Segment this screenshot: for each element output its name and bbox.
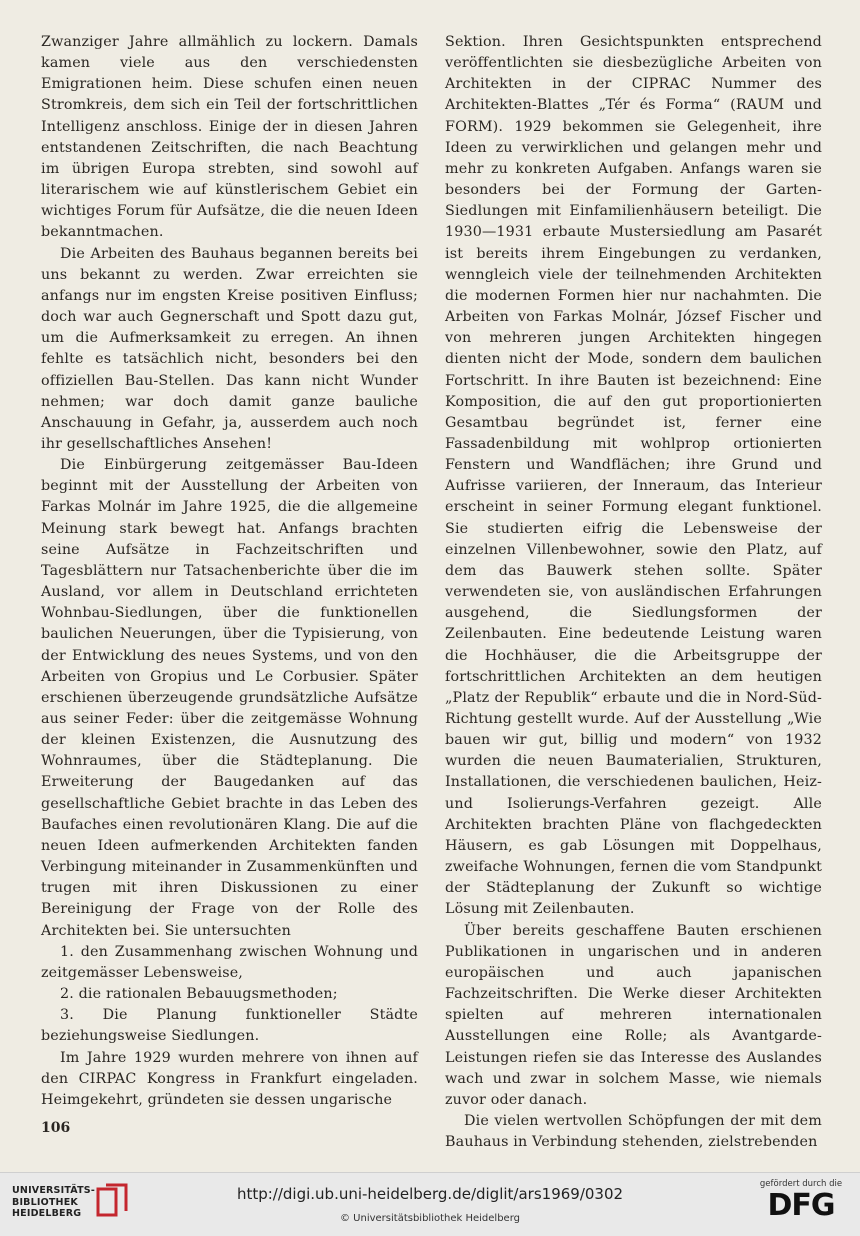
paragraph: Über bereits geschaffene Bauten erschienen Publikationen in ungarischen und in anderen europäischen und auch japanischen Fachzeitschriften. Die Werke dieser Architekten spielten auf mehreren internationalen Ausstellungen eine Rolle; als Avantgarde-Leistungen riefen sie das Interesse des Auslandes wach und zwar in solchem Masse, wie niemals zuvor oder danach. xyxy=(445,922,822,1108)
left-column xyxy=(41,32,418,1111)
library-name: UNIVERSITÄTS- BIBLIOTHEK HEIDELBERG xyxy=(12,1185,95,1219)
paragraph: Die vielen wertvollen Schöpfungen der mit dem Bauhaus in Verbindung stehenden, zielstrebenden xyxy=(445,1112,822,1151)
paragraph: Im Jahre 1929 wurden mehrere von ihnen auf den CIRPAC Kongress in Frankfurt eingeladen. Heimgekehrt, gründeten sie dessen ungarische xyxy=(41,1049,418,1108)
dfg-logo: DFG xyxy=(767,1188,835,1223)
permalink-url[interactable]: http://digi.ub.uni-heidelberg.de/diglit/ars1969/0302 xyxy=(236,1185,624,1203)
right-column xyxy=(445,32,822,1153)
dfg-caption: gefördert durch die xyxy=(759,1179,843,1189)
list-item: 2. die rationalen Bebauugsmethoden; xyxy=(60,986,338,1003)
list-item: 1. den Zusammenhang zwischen Wohnung und zeitgemässer Lebensweise, xyxy=(41,943,418,981)
paragraph: Zwanziger Jahre allmählich zu lockern. Damals kamen viele aus den verschiedensten Emigrationen heim. Diese schufen einen neuen Stromkreis, dem sich ein Teil der fortschrittlichen Intelligenz anschloss. Einige der in diesen Jahren entstandenen Zeitschriften, die nach Beachtung im übrigen Europa strebten, sind sowohl auf literarischem wie auf künstlerischem Gebiet ein wichtiges Forum für Aufsätze, die die neuen Ideen bekanntmachen. xyxy=(41,34,418,241)
footer-bar xyxy=(0,1172,860,1236)
paragraph: Die Einbürgerung zeitgemässer Bau-Ideen beginnt mit der Ausstellung der Arbeiten von Farkas Molnár im Jahre 1925, die die allgemeine Meinung stark bewegt hat. Anfangs brachten seine Aufsätze in Fachzeitschriften und Tagesblättern nur Tatsachenberichte über die im Ausland, vor allem in Deutschland errichteten Wohnbau-Siedlungen, über die funktionellen baulichen Neuerungen, über die Typisierung, von der Entwicklung des neues Systems, und von den Arbeiten von Gropius und Le Corbusier. Später erschienen überzeugende grundsätzliche Aufsätze aus seiner Feder: über die zeitgemässe Wohnung der kleinen Existenzen, die Ausnutzung des Wohnraumes, über die Städteplanung. Die Erweiterung der Baugedanken auf das gesellschaftliche Gebiet brachte in das Leben des Baufaches einen revolutionären Klang. Die auf die neuen Ideen aufmerkenden Architekten fanden Verbingung miteinander in Zusammenkünften und trugen mit ihren Diskussionen zu einer Bereinigung der Frage von der Rolle des Architekten bei. Sie untersuchten xyxy=(41,457,418,939)
paragraph: Sektion. Ihren Gesichtspunkten entsprechend veröffentlichten sie diesbezügliche Arbeiten von Architekten in der CIPRAC Nummer des Architekten-Blattes „Tér és Forma“ (RAUM und FORM). 1929 bekommen sie Gelegenheit, ihre Ideen zu verwirklichen und gelangen mehr und mehr zu konkreten Aufgaben. Anfangs waren sie besonders bei der Formung der Garten-Siedlungen mit Einfamilienhäusern beteiligt. Die 1930—1931 erbaute Mustersiedlung am Pasarét ist bereits ihrem Eingebungen zu verdanken, wenngleich viele der teilnehmenden Architekten die modernen Formen hier nur nachahmten. Die Arbeiten von Farkas Molnár, József Fischer und von mehreren jungen Architekten hingegen dienten nicht der Mode, sondern dem baulichen Fortschritt. In ihre Bauten ist bezeichnend: Eine Komposition, die auf den gut proportionierten Gesamtbau begründet ist, ferner eine Fassadenbildung mit wohlprop ortionierten Fenstern und Wandflächen; ihre Grund und Aufrisse variieren, der Inneraum, das Interieur erscheint in seiner Formung elegant funktionel. Sie studierten eifrig die Lebensweise der einzelnen Villenbewohner, sowie den Platz, auf dem das Bauwerk stehen sollte. Später verwendeten sie, von ausländischen Erfahrungen ausgehend, die Siedlungsformen der Zeilenbauten. Eine bedeutende Leistung waren die Hochhäuser, die die Arbeitsgruppe der fortschrittlichen Architekten an dem heutigen „Platz der Republik“ erbaute und die in Nord-Süd-Richtung gestellt wurde. Auf der Ausstellung „Wie bauen wir gut, billig und modern“ von 1932 wurden die neuen Baumaterialien, Strukturen, Installationen, die verschiedenen baulichen, Heiz- und Isolierungs-Verfahren gezeigt. Alle Architekten brachten Pläne von flachgedeckten Häusern, es gab Lösungen mit Doppelhaus, zweifache Wohnungen, fernen die vom Standpunkt der Städteplanung der Zukunft so wichtige Lösung mit Zeilenbauten. xyxy=(445,34,822,918)
paragraph: Die Arbeiten des Bauhaus begannen bereits bei uns bekannt zu werden. Zwar erreichten sie anfangs nur im engsten Kreise positiven Einfluss; doch war auch Gegnerschaft und Spott dazu gut, um die Aufmerksamkeit zu erregen. An ihnen fehlte es tatsächlich nicht, besonders bei den offiziellen Bau-Stellen. Das kann nicht Wunder nehmen; war doch damit ganze bauliche Anschauung in Gefahr, ja, ausserdem auch noch ihr gesellschaftliches Ansehen! xyxy=(41,245,418,452)
dfg-sponsor[interactable] xyxy=(756,1179,846,1223)
list-item: 3. Die Planung funktioneller Städte beziehungsweise Siedlungen. xyxy=(41,1007,418,1045)
page-number: 106 xyxy=(41,1120,71,1136)
copyright-text: © Universitätsbibliothek Heidelberg xyxy=(339,1213,520,1224)
